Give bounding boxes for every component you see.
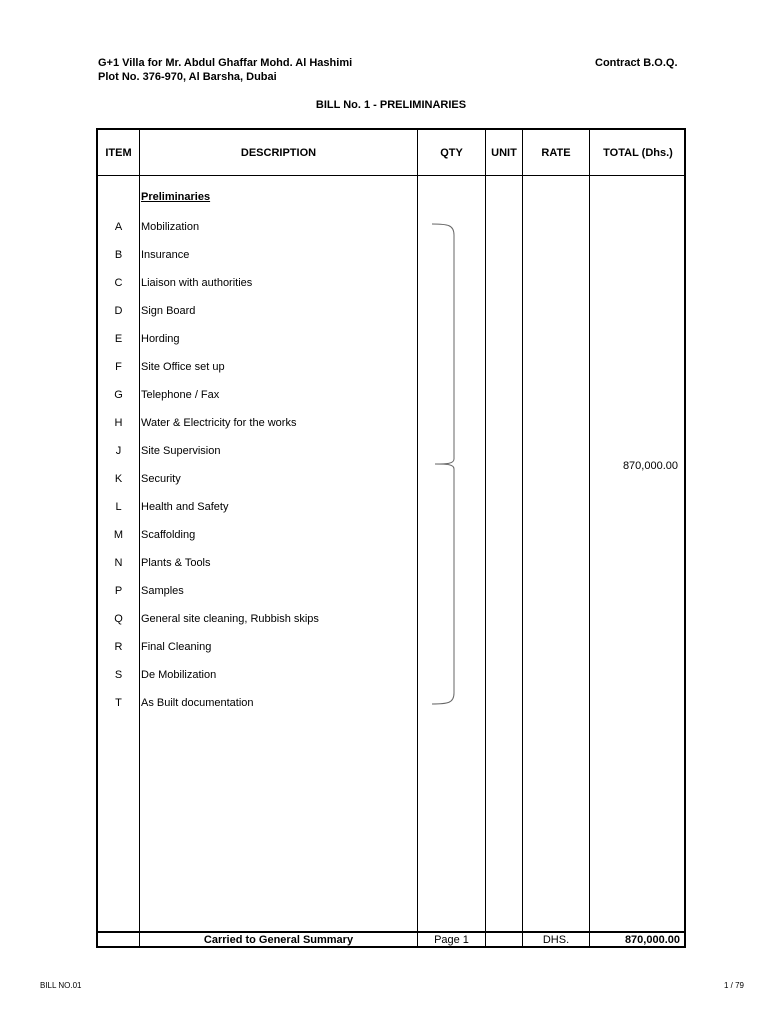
column-header-qty: QTY: [440, 146, 463, 159]
bill-title: BILL No. 1 - PRELIMINARIES: [315, 99, 467, 111]
column-header-total: TOTAL (Dhs.): [603, 146, 673, 159]
item-code: K: [114, 473, 123, 485]
header-divider: [98, 175, 684, 176]
item-code: H: [114, 417, 123, 429]
item-code: Q: [114, 613, 123, 625]
carried-to-summary-label: Carried to General Summary: [203, 933, 354, 946]
item-description: Final Cleaning: [141, 641, 212, 653]
project-location: Plot No. 376-970, Al Barsha, Dubai: [98, 71, 277, 83]
item-code: R: [114, 641, 123, 653]
item-code: N: [114, 557, 123, 569]
item-description: Site Office set up: [141, 361, 225, 373]
item-code: E: [114, 333, 123, 345]
page-footer-left: BILL NO.01: [40, 981, 82, 990]
page-reference: Page 1: [434, 933, 469, 946]
column-divider: [139, 130, 140, 946]
item-description: Plants & Tools: [141, 557, 211, 569]
column-header-item: ITEM: [105, 146, 132, 159]
item-description: Liaison with authorities: [141, 277, 253, 289]
item-description: As Built documentation: [141, 697, 254, 709]
group-total: 870,000.00: [622, 460, 678, 472]
item-description: Site Supervision: [141, 445, 221, 457]
item-description: Insurance: [141, 249, 190, 261]
page-footer-right: 1 / 79: [723, 981, 744, 990]
column-divider: [485, 130, 486, 946]
column-divider: [589, 130, 590, 946]
column-divider: [522, 130, 523, 946]
column-header-description: DESCRIPTION: [240, 146, 317, 159]
item-description: Water & Electricity for the works: [141, 417, 297, 429]
boq-table: [96, 128, 686, 948]
item-code: F: [115, 361, 122, 373]
item-description: Telephone / Fax: [141, 389, 220, 401]
item-code: T: [115, 697, 122, 709]
item-code: A: [114, 221, 123, 233]
document-type: Contract B.O.Q.: [595, 57, 678, 69]
item-description: Security: [141, 473, 181, 485]
item-code: B: [114, 249, 123, 261]
item-description: General site cleaning, Rubbish skips: [141, 613, 319, 625]
item-description: Hording: [141, 333, 180, 345]
item-code: P: [114, 585, 123, 597]
item-code: C: [114, 277, 123, 289]
item-description: Scaffolding: [141, 529, 196, 541]
item-code: L: [115, 501, 122, 513]
project-title: G+1 Villa for Mr. Abdul Ghaffar Mohd. Al Hashimi: [98, 57, 353, 69]
currency-label: DHS.: [542, 933, 570, 946]
item-code: J: [115, 445, 122, 457]
item-description: Sign Board: [141, 305, 196, 317]
footer-total: 870,000.00: [624, 933, 680, 946]
item-description: De Mobilization: [141, 669, 217, 681]
item-description: Health and Safety: [141, 501, 229, 513]
column-header-unit: UNIT: [491, 146, 517, 159]
item-code: G: [114, 389, 123, 401]
item-code: S: [114, 669, 123, 681]
item-code: D: [114, 305, 123, 317]
item-description: Mobilization: [141, 221, 200, 233]
section-title: Preliminaries: [141, 191, 211, 203]
grouping-brace-icon: [430, 223, 460, 705]
column-divider: [417, 130, 418, 946]
item-code: M: [113, 529, 124, 541]
column-header-rate: RATE: [541, 146, 571, 159]
item-description: Samples: [141, 585, 184, 597]
